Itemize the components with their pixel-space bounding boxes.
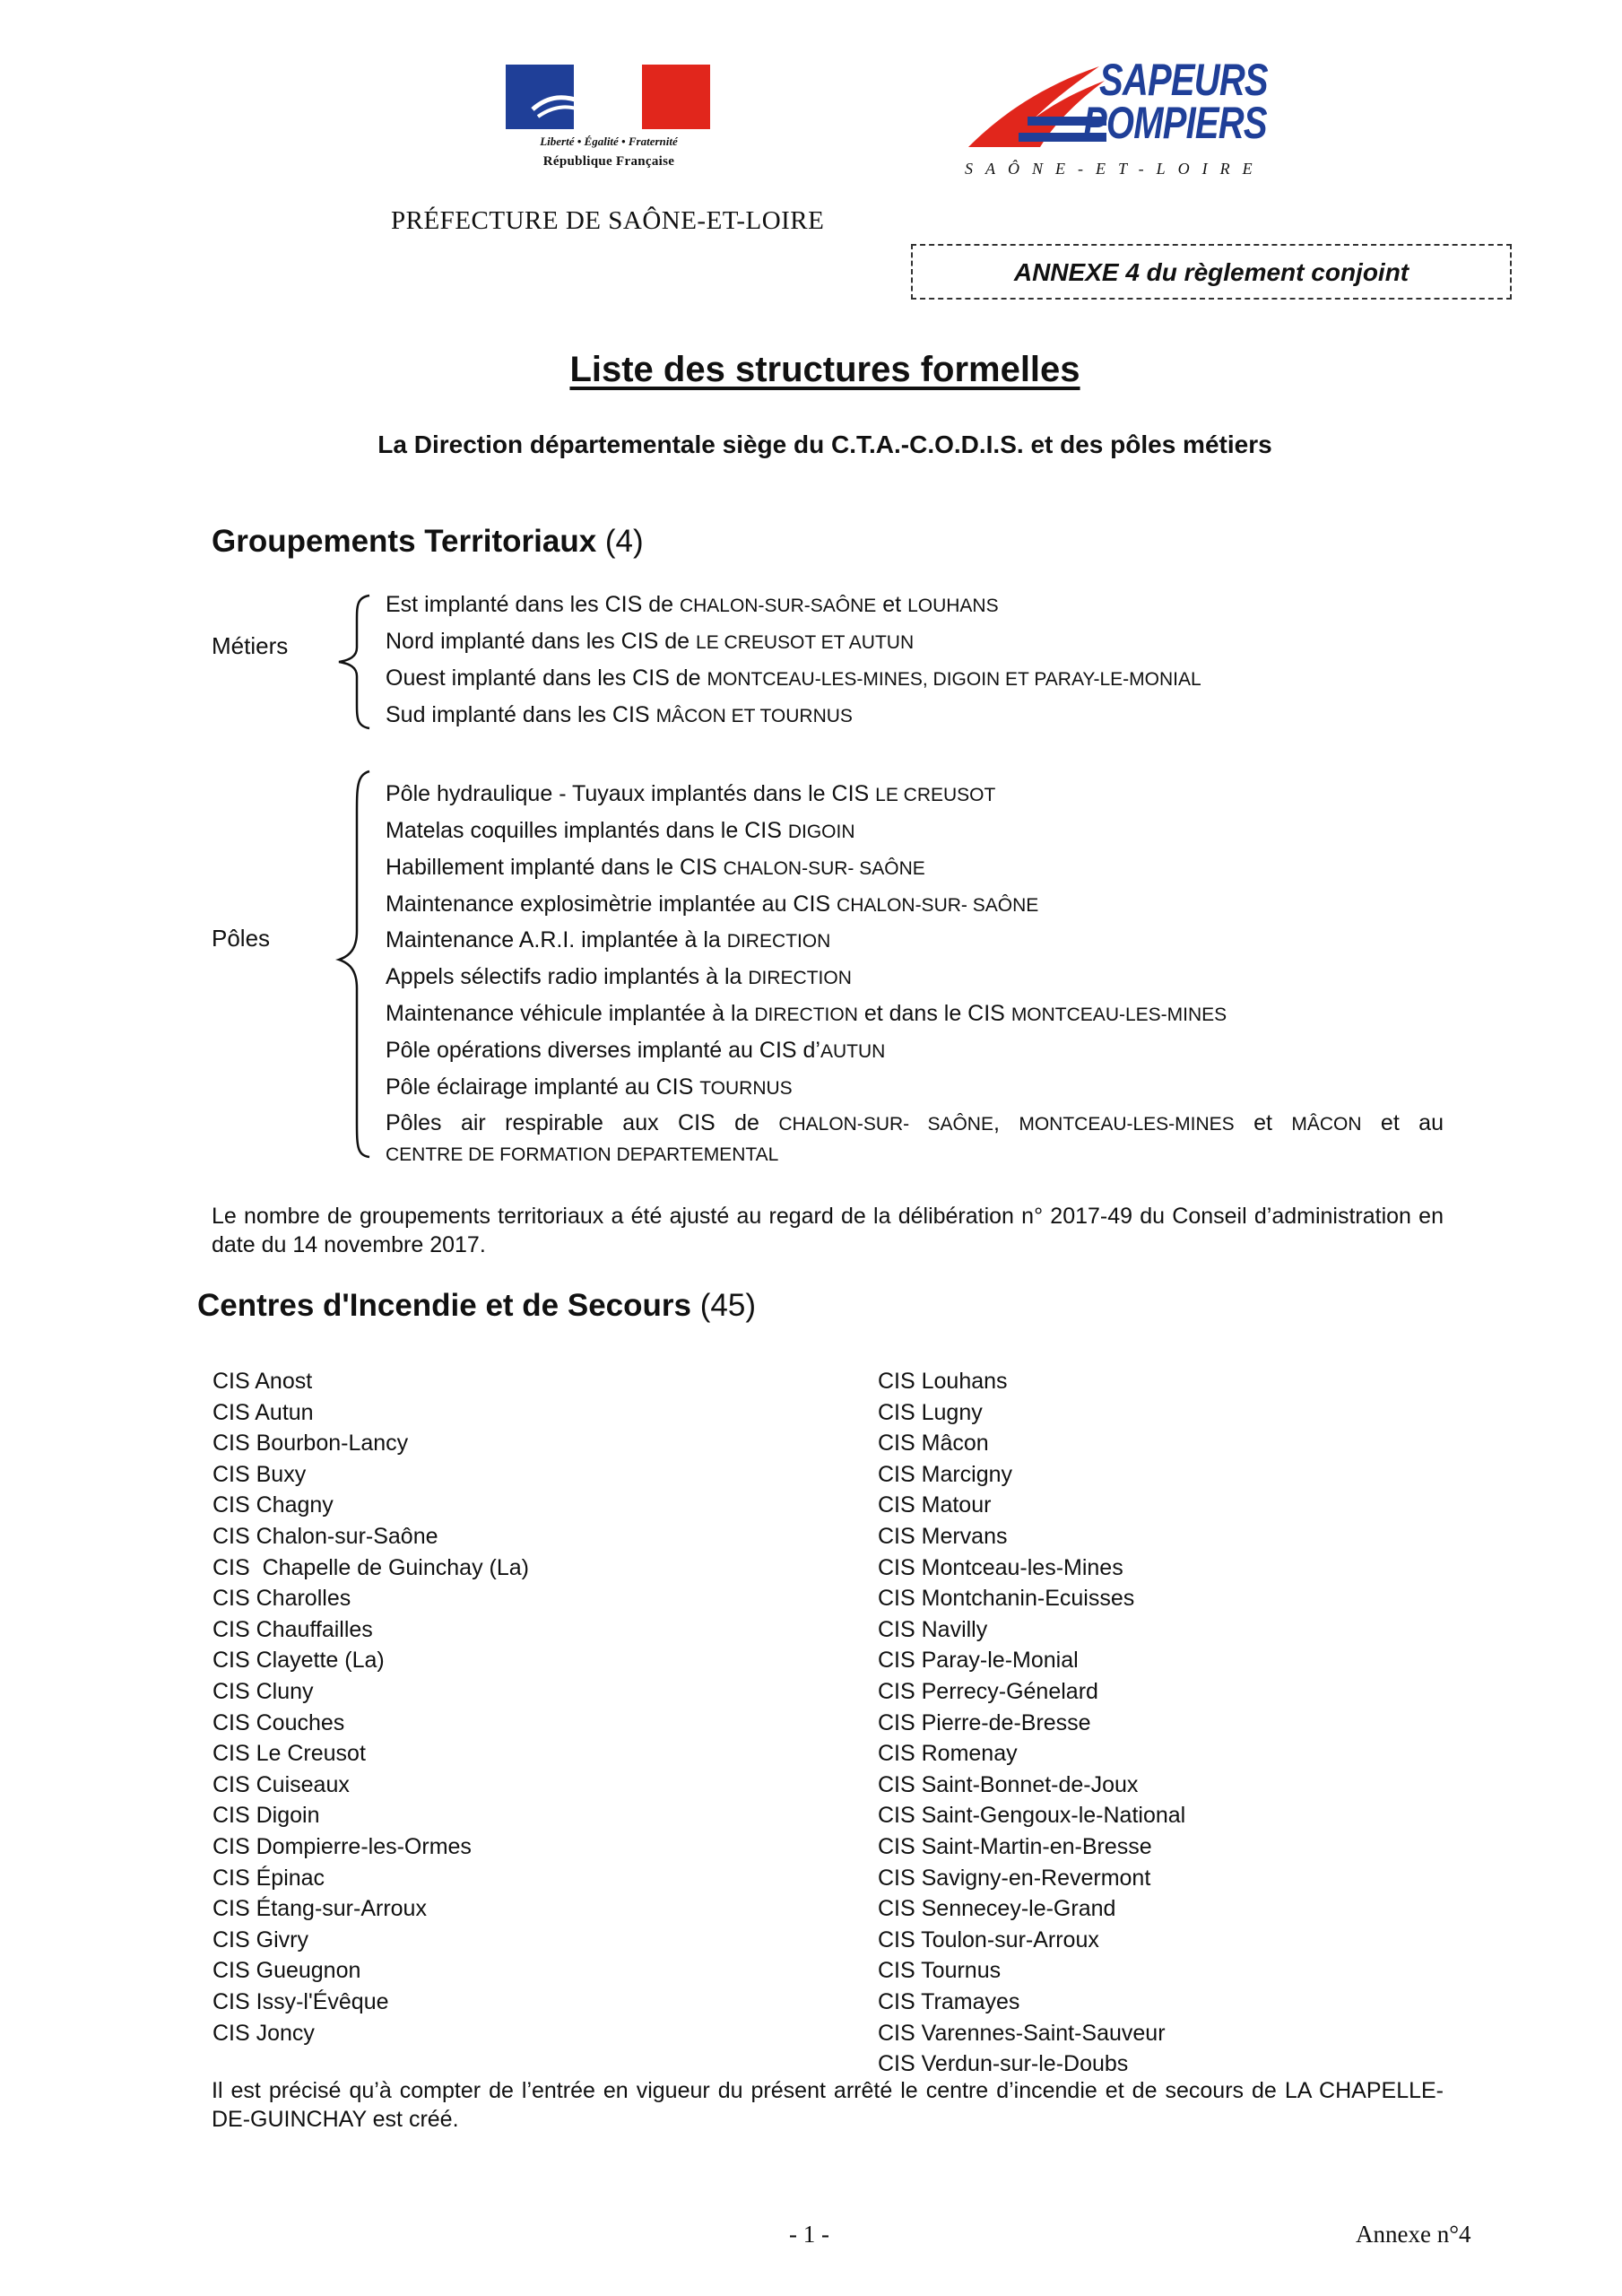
cis-item: CIS Chauffailles (213, 1616, 373, 1642)
annexe-label: ANNEXE 4 du règlement conjoint (1013, 258, 1409, 286)
cis-item: CIS Navilly (878, 1616, 988, 1642)
metiers-item: Ouest implanté dans les CIS de MONTCEAU-LES-MINES, DIGOIN ET PARAY-LE-MONIAL (386, 665, 1201, 691)
cis-item: CIS Lugny (878, 1399, 983, 1425)
poles-item: Pôle hydraulique - Tuyaux implantés dans le CIS LE CREUSOT (386, 781, 996, 806)
metiers-brace-icon (334, 594, 380, 730)
cis-item: CIS Mâcon (878, 1431, 989, 1457)
cis-item: CIS Toulon-sur-Arroux (878, 1926, 1099, 1952)
republique-francaise-logo (504, 65, 714, 179)
poles-item: Maintenance A.R.I. implantée à la DIRECTION (386, 927, 831, 952)
cis-item: CIS Étang-sur-Arroux (213, 1896, 427, 1922)
cis-item: CIS Perrecy-Génelard (878, 1679, 1098, 1704)
cis-count: (45) (699, 1288, 756, 1323)
cis-item: CIS Joncy (213, 2020, 315, 2046)
cis-item: CIS Buxy (213, 1461, 307, 1487)
cis-item: CIS Chalon-sur-Saône (213, 1524, 438, 1549)
poles-item-last-cont: CENTRE DE FORMATION DEPARTEMENTAL (386, 1144, 779, 1165)
groupements-title: Groupements Territoriaux (212, 524, 597, 559)
groupements-heading (212, 524, 644, 560)
cis-item: CIS Saint-Martin-en-Bresse (878, 1834, 1152, 1859)
cis-item: CIS Tournus (878, 1958, 1002, 1984)
sp-subtitle: SAÔNE-ET-LOIRE (965, 160, 1265, 178)
poles-item: Maintenance véhicule implantée à la DIRECTION et dans le CIS MONTCEAU-LES-MINES (386, 1001, 1227, 1026)
cis-item: CIS Saint-Bonnet-de-Joux (878, 1771, 1139, 1797)
cis-item: CIS Charolles (213, 1586, 351, 1612)
cis-item: CIS Issy-l'Évêque (213, 1989, 389, 2014)
poles-item: Habillement implanté dans le CIS CHALON-SUR- SAÔNE (386, 855, 925, 880)
document-subtitle: La Direction départementale siège du C.T.A.-C.O.D.I.S. et des pôles métiers (377, 430, 1272, 458)
cis-item: CIS Pierre-de-Bresse (878, 1709, 1091, 1735)
poles-item: Matelas coquilles implantés dans le CIS DIGOIN (386, 818, 855, 843)
cis-item: CIS Sennecey-le-Grand (878, 1896, 1116, 1922)
final-note: Il est précisé qu’à compter de l’entrée en vigueur du présent arrêté le centre d’incendie et de secours de LA CHAPELLE-DE-GUINCHAY est créé. (212, 2078, 1444, 2132)
cis-heading (197, 1288, 756, 1324)
metiers-item: Sud implanté dans les CIS MÂCON ET TOURNUS (386, 702, 853, 727)
metiers-item: Nord implanté dans les CIS de LE CREUSOT ET AUTUN (386, 629, 915, 654)
cis-item: CIS Gueugnon (213, 1958, 361, 1984)
cis-item: CIS Clayette (La) (213, 1648, 385, 1674)
cis-item: CIS Épinac (213, 1865, 325, 1891)
cis-item: CIS Marcigny (878, 1461, 1013, 1487)
poles-item: Pôle opérations diverses implanté au CIS d’AUTUN (386, 1038, 886, 1063)
cis-item: CIS Digoin (213, 1803, 320, 1829)
cis-item: CIS Le Creusot (213, 1741, 366, 1767)
cis-item: CIS Tramayes (878, 1989, 1020, 2014)
cis-item: CIS Savigny-en-Revermont (878, 1865, 1151, 1891)
poles-item: Pôle éclairage implanté au CIS TOURNUS (386, 1074, 793, 1100)
annex-number: Annexe n°4 (1356, 2221, 1471, 2248)
cis-item: CIS Dompierre-les-Ormes (213, 1834, 472, 1859)
cis-item: CIS Couches (213, 1709, 345, 1735)
marianne-flag-icon (506, 65, 710, 129)
rf-motto: Liberté • Égalité • Fraternité (540, 135, 678, 148)
metiers-label: Métiers (212, 632, 289, 659)
cis-item: CIS Bourbon-Lancy (213, 1431, 409, 1457)
cis-item: CIS Romenay (878, 1741, 1018, 1767)
cis-item: CIS Givry (213, 1926, 308, 1952)
sapeurs-pompiers-logo (965, 55, 1268, 181)
groupements-count: (4) (604, 524, 644, 559)
rf-name: République Française (542, 154, 675, 169)
cis-item: CIS Saint-Gengoux-le-National (878, 1803, 1186, 1829)
cis-item: CIS Anost (213, 1369, 313, 1394)
cis-item: CIS Mervans (878, 1524, 1008, 1549)
cis-item: CIS Matour (878, 1492, 992, 1518)
cis-item: CIS Paray-le-Monial (878, 1648, 1079, 1674)
sp-line1: SAPEURS (1099, 55, 1268, 105)
cis-item: CIS Cluny (213, 1679, 314, 1704)
cis-item: CIS Louhans (878, 1369, 1008, 1394)
sp-line2: POMPIERS (1083, 98, 1267, 148)
cis-item: CIS Verdun-sur-le-Doubs (878, 2051, 1129, 2077)
cis-title: Centres d'Incendie et de Secours (197, 1288, 691, 1323)
groupements-note: Le nombre de groupements territoriaux a été ajusté au regard de la délibération n° 2017-49 du Conseil d’administration en date du 14 novembre 2017. (212, 1204, 1444, 1257)
page-number: - 1 - (789, 2221, 829, 2248)
annexe-box (911, 244, 1512, 300)
cis-item: CIS Chapelle de Guinchay (La) (213, 1554, 529, 1580)
poles-item-last: Pôles air respirable aux CIS de CHALON-SUR- SAÔNE, MONTCEAU-LES-MINES et MÂCON et au (386, 1110, 1444, 1135)
prefecture-heading: PRÉFECTURE DE SAÔNE-ET-LOIRE (391, 206, 825, 235)
cis-item: CIS Chagny (213, 1492, 334, 1518)
poles-brace-icon (334, 770, 380, 1159)
cis-item: CIS Montchanin-Ecuisses (878, 1586, 1135, 1612)
cis-item: CIS Varennes-Saint-Sauveur (878, 2020, 1166, 2046)
poles-label: Pôles (212, 925, 271, 952)
cis-item: CIS Cuiseaux (213, 1771, 350, 1797)
poles-item: Maintenance explosimètrie implantée au CIS CHALON-SUR- SAÔNE (386, 891, 1039, 917)
metiers-item: Est implanté dans les CIS de CHALON-SUR-SAÔNE et LOUHANS (386, 592, 999, 617)
cis-item: CIS Montceau-les-Mines (878, 1554, 1123, 1580)
poles-item: Appels sélectifs radio implantés à la DIRECTION (386, 964, 852, 989)
cis-item: CIS Autun (213, 1399, 314, 1425)
document-title: Liste des structures formelles (569, 350, 1080, 389)
